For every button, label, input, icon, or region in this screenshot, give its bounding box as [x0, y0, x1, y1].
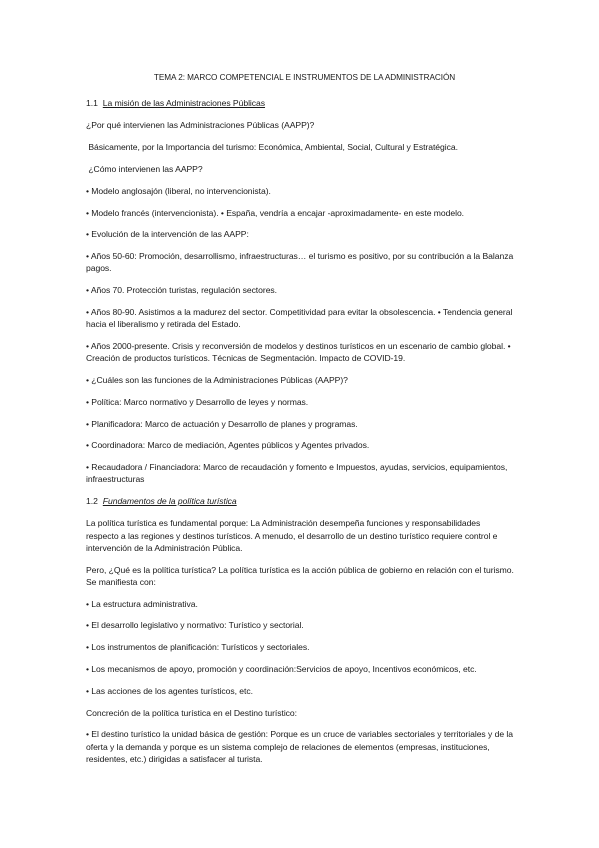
paragraph: La política turística es fundamental porque: La Administración desempeña funciones y responsabilidades respecto a las regiones y destinos turísticos. A menudo, el desarrollo de un destino turístico requiere control e intervención de la Administración Pública.: [86, 518, 500, 553]
bullet-item: • El desarrollo legislativo y normativo: Turístico y sectorial.: [86, 620, 304, 631]
bullet-item: • ¿Cuáles son las funciones de la Administraciones Públicas (AAPP)?: [86, 374, 348, 385]
section-number: 1.2: [86, 496, 98, 507]
paragraph: ¿Cómo intervienen las AAPP?: [86, 164, 203, 174]
section-heading-text: Fundamentos de la política turística: [102, 496, 237, 507]
bullet-item: • Años 80-90. Asistimos a la madurez del sector. Competitividad para evitar la obsolescencia. • Tendencia general hacia el liberalismo y retirada del Estado.: [86, 306, 515, 330]
bullet-item: • El destino turístico la unidad básica de gestión: Porque es un cruce de variables sectoriales y territoriales y de la oferta y la demanda y porque es un sistema complejo de relaciones de elementos (empresas, instituciones, residentes, etc.) dirigidas a satisfacer al turista.: [86, 729, 516, 764]
paragraph: Concreción de la política turística en el Destino turístico:: [86, 707, 297, 718]
bullet-item: • Planificadora: Marco de actuación y Desarrollo de planes y programas.: [86, 418, 358, 429]
bullet-item: • Evolución de la intervención de las AAPP:: [86, 229, 249, 240]
paragraph: ¿Por qué intervienen las Administraciones Públicas (AAPP)?: [86, 120, 315, 131]
bullet-item: • Años 2000-presente. Crisis y reconversión de modelos y destinos turísticos en un escenario de cambio global. • Creación de productos turísticos. Técnicas de Segmentación. Impacto de COVID-19.: [86, 340, 513, 364]
bullet-item: • La estructura administrativa.: [86, 598, 198, 609]
section-heading-1-1: [86, 97, 515, 109]
bullet-item: • Recaudadora / Financiadora: Marco de recaudación y fomento e Impuestos, ayudas, servicios, equipamientos, infraestructuras: [86, 462, 510, 485]
bullet-item: • Los instrumentos de planificación: Turísticos y sectoriales.: [86, 642, 310, 653]
bullet-item: • Las acciones de los agentes turísticos, etc.: [86, 685, 253, 696]
bullet-item: • Coordinadora: Marco de mediación, Agentes públicos y Agentes privados.: [86, 440, 370, 451]
bullet-item: • Modelo anglosajón (liberal, no intervencionista).: [86, 185, 271, 196]
bullet-item: • Años 50-60: Promoción, desarrollismo, infraestructuras… el turismo es positivo, por su contribución a la Balanza pagos.: [86, 251, 516, 274]
bullet-item: • Los mecanismos de apoyo, promoción y coordinación:Servicios de apoyo, Incentivos económicos, etc.: [86, 663, 477, 674]
section-number: 1.1: [86, 98, 98, 109]
section-heading-1-2: [86, 495, 515, 507]
section-heading-text: La misión de las Administraciones Públicas: [102, 98, 266, 109]
bullet-item: • Años 70. Protección turistas, regulación sectores.: [86, 285, 278, 296]
document-title: TEMA 2: MARCO COMPETENCIAL E INSTRUMENTOS DE LA ADMINISTRACIÓN: [153, 73, 456, 82]
bullet-item: • Modelo francés (intervencionista). • España, vendría a encajar -aproximadamente- en este modelo.: [86, 207, 465, 218]
bullet-item: • Política: Marco normativo y Desarrollo de leyes y normas.: [86, 396, 309, 407]
paragraph: Pero, ¿Qué es la política turística? La política turística es la acción pública de gobierno en relación con el turismo. Se manifiesta con:: [86, 564, 517, 587]
paragraph: Básicamente, por la Importancia del turismo: Económica, Ambiental, Social, Cultural y Estratégica.: [86, 142, 458, 153]
